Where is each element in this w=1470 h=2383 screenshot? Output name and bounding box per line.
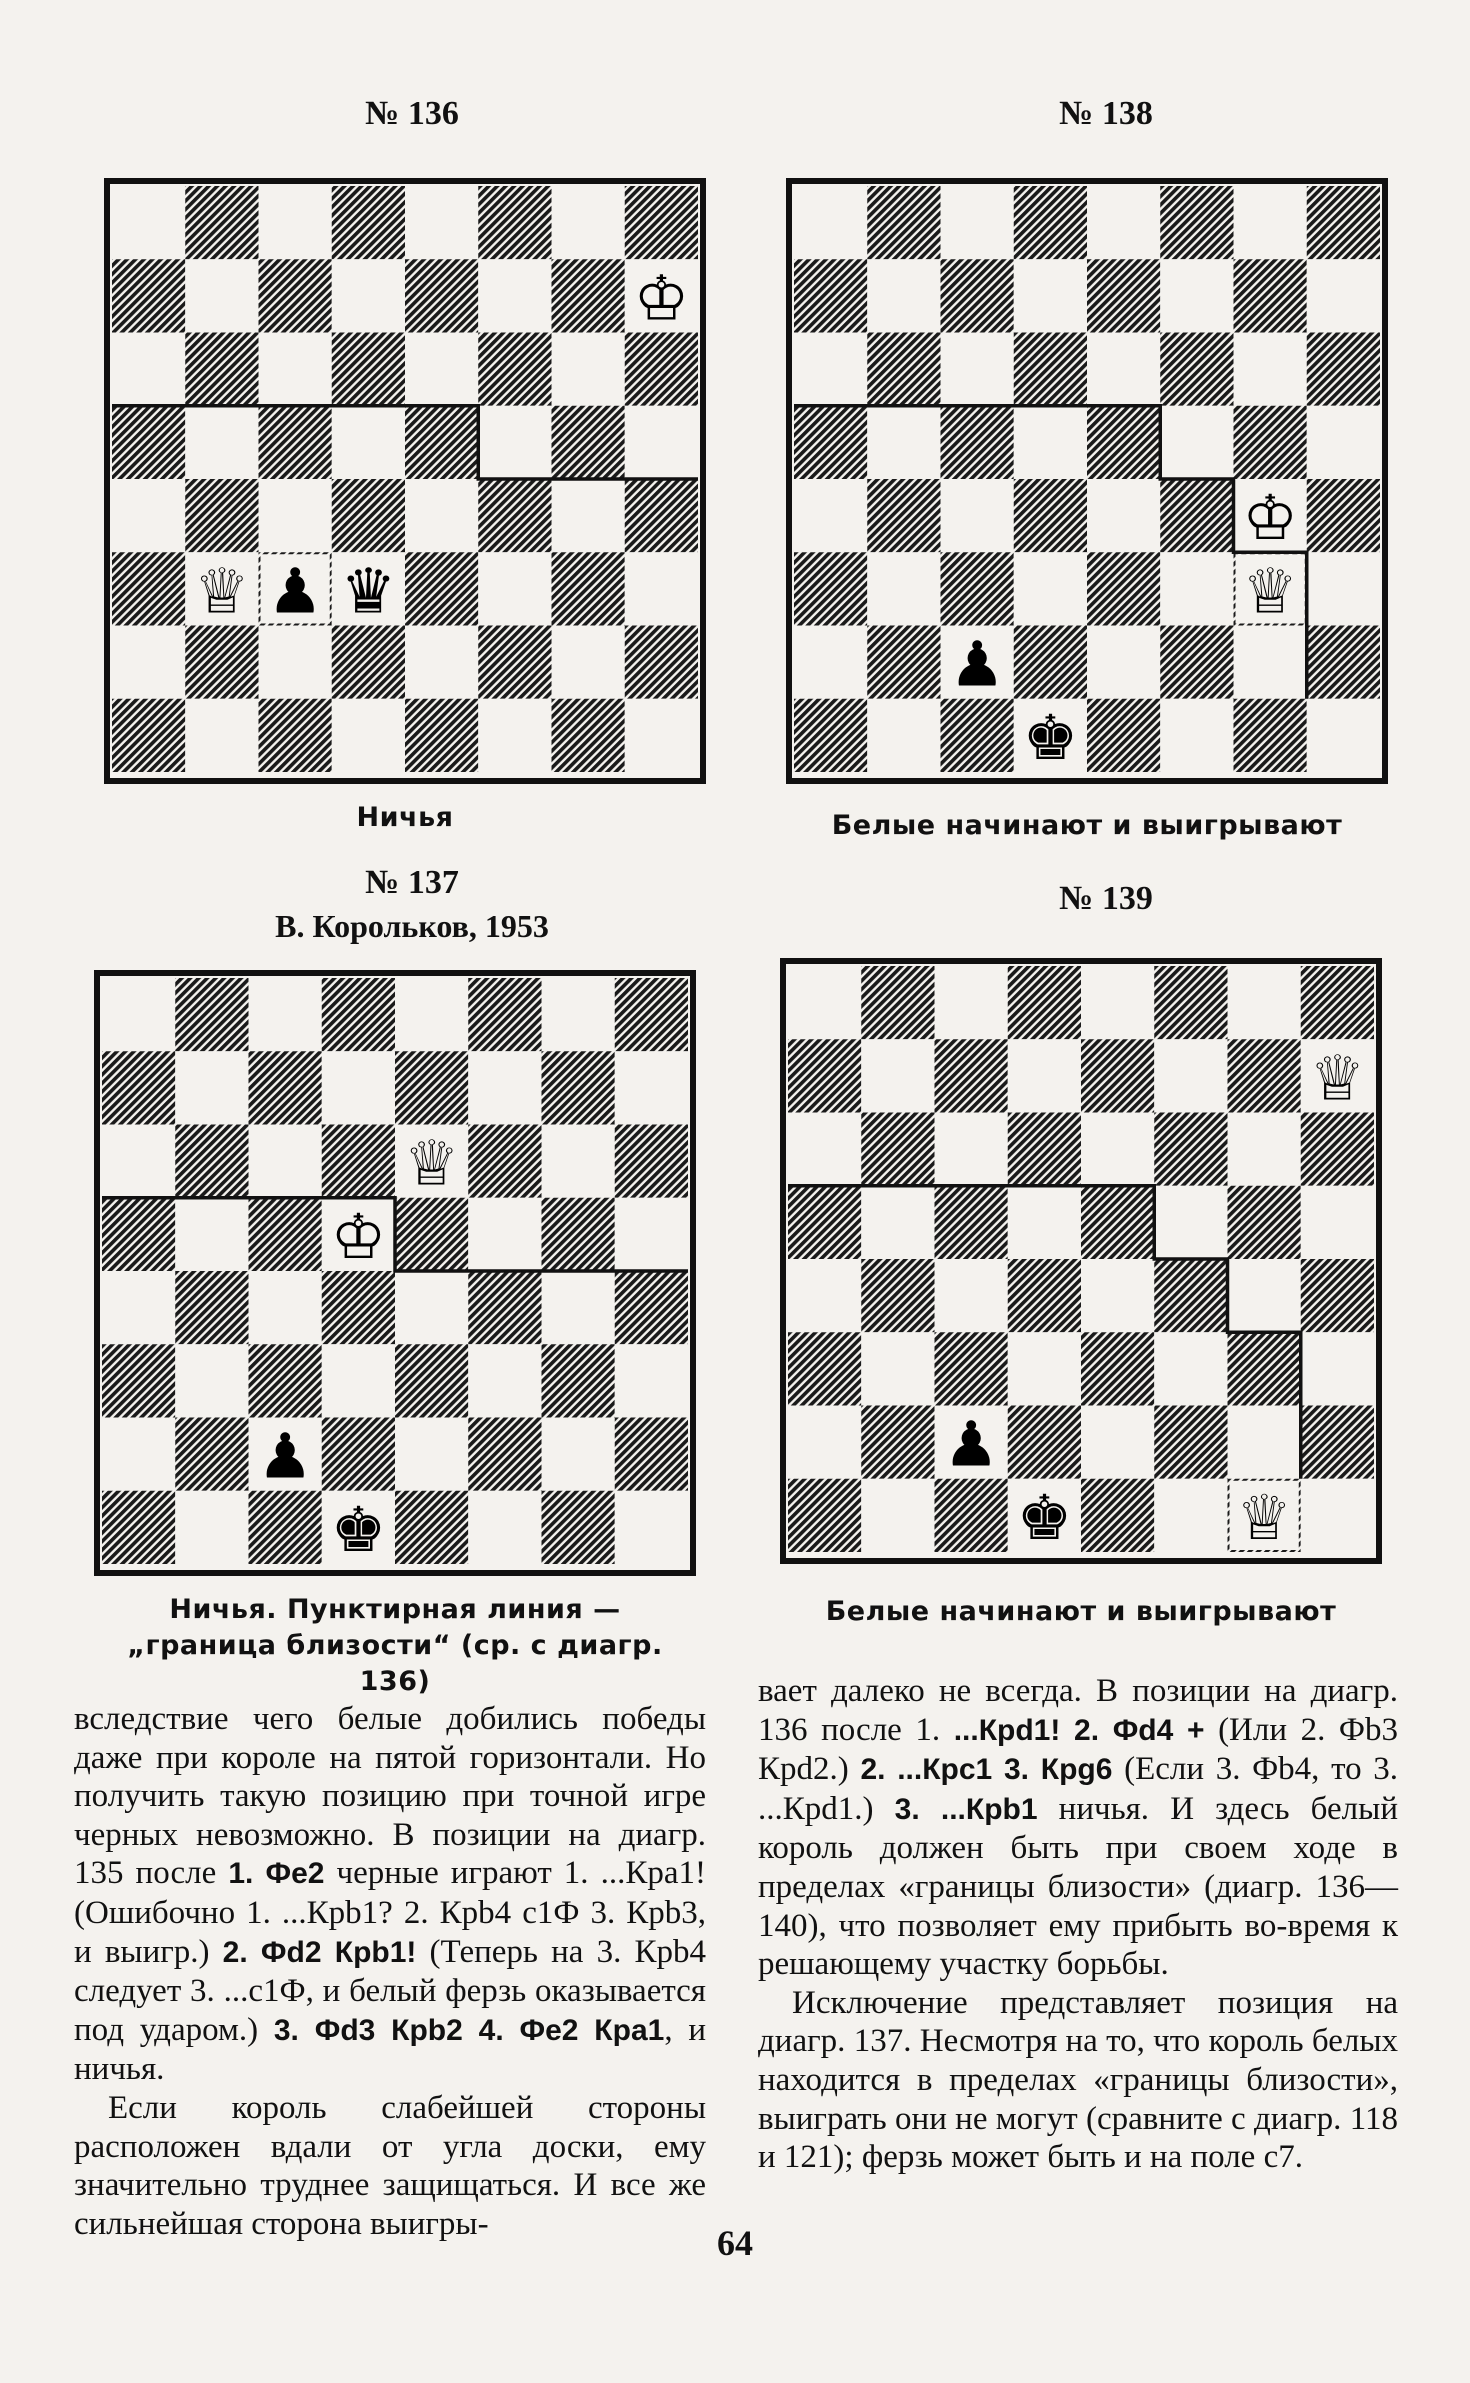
board-square: [478, 406, 551, 479]
board-square: [935, 1039, 1008, 1112]
board-square: [1087, 333, 1160, 406]
board-square: [615, 978, 688, 1051]
board-square: [935, 1479, 1008, 1552]
board-square: [1014, 186, 1087, 259]
board-square: [478, 479, 551, 552]
board-square: [102, 1491, 175, 1564]
board-square: [395, 1198, 468, 1271]
board-square: [259, 479, 332, 552]
board-square: [185, 479, 258, 552]
diagram-137-title: № 137: [365, 864, 459, 901]
board-square: [1087, 479, 1160, 552]
board-square: [185, 333, 258, 406]
board-square: [1301, 1479, 1374, 1552]
board-square: [468, 1051, 541, 1124]
board-square: [552, 259, 625, 332]
board-square: [941, 259, 1014, 332]
board-square: [405, 406, 478, 479]
board-square: [1008, 1406, 1081, 1479]
board-square: [941, 479, 1014, 552]
board-square: [1087, 699, 1160, 772]
board-square: [625, 626, 698, 699]
board-square: [322, 1125, 395, 1198]
board-square: [259, 699, 332, 772]
board-square: [788, 1406, 861, 1479]
diagram-139-title: № 139: [1059, 880, 1153, 917]
board-square: [1160, 186, 1233, 259]
right-text-a: вает далеко не всегда. В позиции на диагр. 136 после 1.: [758, 1673, 1398, 1748]
board-square: [1154, 1332, 1227, 1405]
board-square: [861, 1259, 934, 1332]
board-square: [1154, 966, 1227, 1039]
board-square: [542, 978, 615, 1051]
left-text-c: (Теперь на 3. Крb4 следует 3. ...c1Ф, и белый ферзь оказывается под ударом.): [74, 1933, 706, 2048]
board-square: [1307, 186, 1380, 259]
white-queen-icon: ♕: [1242, 554, 1298, 628]
board-square: [322, 1271, 395, 1344]
board-square: [552, 552, 625, 625]
board-square: [1014, 479, 1087, 552]
board-square: [867, 479, 940, 552]
white-queen-icon: ♕: [1309, 1041, 1366, 1115]
diagram-136-caption: Ничья: [356, 802, 454, 833]
board-square: [1301, 1113, 1374, 1186]
board-square: [1081, 1039, 1154, 1112]
left-text-b: черные играют 1. ...Крa1! (Ошибочно 1. ...Крb1? 2. Крb4 c1Ф 3. Крb3, и выигр.): [74, 1855, 706, 1970]
board-square: [1307, 406, 1380, 479]
board-square: [788, 1259, 861, 1332]
board-square: [405, 333, 478, 406]
board-square: [935, 1113, 1008, 1186]
board-square: [249, 1271, 322, 1344]
board-square: [542, 1344, 615, 1417]
black-pawn-icon: ♟: [267, 554, 323, 628]
board-square: [1081, 1113, 1154, 1186]
board-square: [1307, 699, 1380, 772]
board-square: [1008, 1039, 1081, 1112]
right-text-b: (Или 2. Фb3 Крd2.): [758, 1711, 1398, 1788]
board-square: [615, 1344, 688, 1417]
board-square: [867, 626, 940, 699]
board-square: [625, 186, 698, 259]
board-square: [941, 552, 1014, 625]
board-square: [794, 552, 867, 625]
board-square: [405, 186, 478, 259]
board-square: [1307, 259, 1380, 332]
right-paragraph-2: Исключение представляет позиция на диагр. 137. Несмотря на то, что король белых находится в пределах «границы близости», выиграть они не могут (сравните с диагр. 118 и 121); ферзь может быть и на поле c7.: [758, 1984, 1398, 2176]
board-square: [1087, 186, 1160, 259]
board-square: [395, 1491, 468, 1564]
board-square: [112, 186, 185, 259]
board-square: [395, 978, 468, 1051]
board-square: [405, 626, 478, 699]
board-square: [552, 699, 625, 772]
board-square: [1087, 406, 1160, 479]
board-square: [175, 1198, 248, 1271]
board-square: [1014, 552, 1087, 625]
board-square: [625, 552, 698, 625]
board-square: [552, 626, 625, 699]
board-square: [615, 1125, 688, 1198]
board-square: [1160, 699, 1233, 772]
board-square: [1307, 333, 1380, 406]
board-square: [185, 699, 258, 772]
board-square: [249, 1051, 322, 1124]
page-number: 64: [717, 2223, 753, 2263]
board-square: [1081, 1259, 1154, 1332]
board-square: [175, 1491, 248, 1564]
board-square: [615, 1051, 688, 1124]
board-square: [102, 1051, 175, 1124]
board-square: [1008, 1332, 1081, 1405]
black-king-icon: ♚: [330, 1492, 387, 1566]
board-square: [794, 259, 867, 332]
move-bold: ...Крd1! 2. Фd4 +: [953, 1713, 1205, 1747]
board-square: [941, 333, 1014, 406]
board-square: [1234, 259, 1307, 332]
board-square: [395, 1344, 468, 1417]
board-square: [322, 1051, 395, 1124]
board-square: [1301, 1406, 1374, 1479]
board-square: [112, 406, 185, 479]
white-king-icon: ♔: [330, 1199, 387, 1273]
board-square: [1234, 699, 1307, 772]
board-square: [788, 966, 861, 1039]
board-square: [405, 479, 478, 552]
move-bold: 2. ...Крc1 3. Крg6: [860, 1753, 1113, 1787]
white-queen-icon: ♕: [403, 1126, 460, 1200]
board-square: [1307, 552, 1380, 625]
board-square: [1234, 626, 1307, 699]
board-square: [1154, 1113, 1227, 1186]
board-square: [542, 1198, 615, 1271]
board-square: [542, 1418, 615, 1491]
board-square: [867, 406, 940, 479]
board-square: [1154, 1186, 1227, 1259]
board-square: [861, 1186, 934, 1259]
board-square: [322, 1418, 395, 1491]
board-square: [861, 1113, 934, 1186]
board-square: [1081, 1479, 1154, 1552]
board-square: [861, 1479, 934, 1552]
move-bold: 1. Фe2: [228, 1857, 325, 1891]
board-square: [185, 186, 258, 259]
board-square: [1160, 406, 1233, 479]
diagram-139-board: [776, 958, 1386, 1564]
board-square: [867, 552, 940, 625]
board-square: [542, 1271, 615, 1344]
diagram-137-board: [94, 970, 696, 1576]
right-text-c: (Если 3. Фb4, то 3. ...Крd1.): [758, 1751, 1399, 1827]
diagram-138-board: [786, 178, 1388, 784]
board-square: [332, 479, 405, 552]
board-square: [249, 978, 322, 1051]
board-square: [102, 1198, 175, 1271]
board-square: [615, 1491, 688, 1564]
board-square: [941, 699, 1014, 772]
board-square: [1154, 1406, 1227, 1479]
board-square: [478, 699, 551, 772]
board-square: [788, 1113, 861, 1186]
board-square: [249, 1125, 322, 1198]
left-text-d: , и ничья.: [74, 2011, 706, 2088]
board-square: [625, 333, 698, 406]
board-square: [788, 1186, 861, 1259]
black-pawn-icon: ♟: [943, 1407, 999, 1481]
diagram-139-caption: Белые начинают и выигрывают: [825, 1596, 1337, 1627]
board-square: [468, 1491, 541, 1564]
board-square: [788, 1479, 861, 1552]
board-square: [468, 1418, 541, 1491]
board-square: [935, 1186, 1008, 1259]
board-square: [405, 259, 478, 332]
white-queen-2-icon: ♕: [1236, 1480, 1292, 1554]
board-square: [935, 1259, 1008, 1332]
board-square: [1228, 1406, 1301, 1479]
board-square: [625, 479, 698, 552]
board-square: [332, 626, 405, 699]
diagram-137-caption: Ничья. Пунктирная линия — „граница близости“ (ср. с диагр. 136): [127, 1594, 663, 1697]
board-square: [1081, 1332, 1154, 1405]
board-square: [1014, 259, 1087, 332]
board-square: [468, 1198, 541, 1271]
board-square: [112, 699, 185, 772]
board-square: [185, 406, 258, 479]
board-square: [1234, 406, 1307, 479]
board-square: [175, 1051, 248, 1124]
board-square: [1014, 406, 1087, 479]
board-square: [332, 259, 405, 332]
move-bold: 3. ...Крb1: [894, 1792, 1038, 1826]
board-square: [1008, 1186, 1081, 1259]
board-square: [794, 699, 867, 772]
board-square: [615, 1271, 688, 1344]
board-square: [542, 1125, 615, 1198]
board-square: [1081, 1406, 1154, 1479]
board-square: [794, 333, 867, 406]
board-square: [478, 333, 551, 406]
board-square: [395, 1051, 468, 1124]
board-square: [861, 966, 934, 1039]
board-square: [478, 552, 551, 625]
board-square: [1081, 966, 1154, 1039]
board-square: [788, 1039, 861, 1112]
board-square: [468, 978, 541, 1051]
board-square: [1160, 333, 1233, 406]
board-square: [794, 406, 867, 479]
board-square: [102, 1125, 175, 1198]
body-text-left: [74, 1700, 706, 2243]
board-square: [935, 966, 1008, 1039]
board-square: [478, 259, 551, 332]
black-king-icon: ♚: [1016, 1480, 1073, 1554]
board-square: [259, 626, 332, 699]
board-square: [625, 406, 698, 479]
black-queen-icon: ♛: [340, 554, 397, 628]
board-square: [112, 479, 185, 552]
board-square: [102, 1271, 175, 1344]
board-square: [332, 699, 405, 772]
board-square: [249, 1198, 322, 1271]
board-square: [552, 479, 625, 552]
black-pawn-icon: ♟: [257, 1419, 313, 1493]
board-square: [625, 699, 698, 772]
diagram-138-caption: Белые начинают и выигрывают: [831, 810, 1343, 841]
board-square: [1301, 966, 1374, 1039]
board-square: [1228, 1332, 1301, 1405]
board-square: [861, 1332, 934, 1405]
board-square: [468, 1344, 541, 1417]
board-square: [175, 1271, 248, 1344]
board-square: [941, 406, 1014, 479]
board-square: [468, 1125, 541, 1198]
board-square: [1087, 626, 1160, 699]
board-square: [259, 333, 332, 406]
board-square: [861, 1406, 934, 1479]
board-square: [794, 479, 867, 552]
board-square: [1228, 1113, 1301, 1186]
board-square: [1008, 966, 1081, 1039]
right-paragraph-1: [758, 1672, 1398, 1984]
board-square: [405, 699, 478, 772]
board-square: [259, 186, 332, 259]
diagram-136-title: № 136: [365, 95, 459, 132]
board-square: [788, 1332, 861, 1405]
board-square: [259, 259, 332, 332]
board-square: [112, 333, 185, 406]
board-square: [102, 1344, 175, 1417]
body-text-right: [758, 1672, 1398, 2177]
board-square: [1160, 626, 1233, 699]
board-square: [1307, 626, 1380, 699]
diagram-137-author: В. Корольков, 1953: [275, 908, 549, 944]
white-king-icon: ♔: [1242, 481, 1298, 555]
board-square: [249, 1491, 322, 1564]
board-square: [1301, 1332, 1374, 1405]
diagram-138-title: № 138: [1059, 95, 1153, 132]
board-square: [941, 186, 1014, 259]
board-square: [468, 1271, 541, 1344]
board-square: [1307, 479, 1380, 552]
black-king-icon: ♚: [1022, 700, 1079, 774]
board-square: [185, 259, 258, 332]
board-square: [1234, 186, 1307, 259]
board-square: [552, 333, 625, 406]
board-square: [615, 1198, 688, 1271]
board-square: [1014, 626, 1087, 699]
board-square: [1228, 1039, 1301, 1112]
board-square: [322, 978, 395, 1051]
board-square: [395, 1271, 468, 1344]
left-paragraph-2: Если король слабейшей стороны расположен вдали от угла доски, ему значительно труднее защищаться. И все же сильнейшая сторона выигры-: [74, 2089, 706, 2242]
diagram-136-board: [104, 178, 706, 784]
board-square: [102, 1418, 175, 1491]
left-paragraph-1: [74, 1700, 706, 2089]
board-square: [332, 406, 405, 479]
board-square: [259, 406, 332, 479]
board-square: [1081, 1186, 1154, 1259]
board-square: [1160, 259, 1233, 332]
left-text-a: вследствие чего белые добились победы даже при короле на пятой горизонтали. Но получить такую позицию при точной игре черных невозможно. В позиции на диагр. 135 после: [74, 1701, 706, 1892]
board-square: [1087, 552, 1160, 625]
board-square: [1087, 259, 1160, 332]
board-square: [1228, 1259, 1301, 1332]
board-square: [867, 186, 940, 259]
board-square: [1228, 1186, 1301, 1259]
board-square: [1014, 333, 1087, 406]
board-square: [1008, 1113, 1081, 1186]
board-square: [867, 699, 940, 772]
board-square: [1160, 552, 1233, 625]
white-queen-icon: ♕: [194, 554, 250, 628]
board-square: [615, 1418, 688, 1491]
board-square: [175, 1418, 248, 1491]
board-square: [1154, 1259, 1227, 1332]
board-square: [542, 1491, 615, 1564]
board-square: [867, 333, 940, 406]
board-square: [332, 333, 405, 406]
board-square: [175, 1344, 248, 1417]
board-square: [552, 406, 625, 479]
board-square: [1008, 1259, 1081, 1332]
board-square: [249, 1344, 322, 1417]
board-square: [175, 978, 248, 1051]
board-square: [861, 1039, 934, 1112]
board-square: [1154, 1479, 1227, 1552]
board-square: [542, 1051, 615, 1124]
board-square: [175, 1125, 248, 1198]
board-square: [1160, 479, 1233, 552]
move-bold: 2. Фd2 Крb1!: [222, 1935, 417, 1969]
black-pawn-icon: ♟: [949, 627, 1005, 701]
board-square: [794, 186, 867, 259]
board-square: [112, 552, 185, 625]
board-square: [112, 626, 185, 699]
board-square: [1228, 966, 1301, 1039]
move-bold: 3. Фd3 Крb2 4. Фe2 Крa1: [273, 2013, 665, 2047]
board-square: [332, 186, 405, 259]
board-square: [478, 186, 551, 259]
board-square: [112, 259, 185, 332]
board-square: [1234, 333, 1307, 406]
board-square: [1154, 1039, 1227, 1112]
board-square: [405, 552, 478, 625]
right-text-d: ничья. И здесь белый король должен быть при своем ходе в пределах «границы близости» (диагр. 136—140), что позволяет ему прибыть во-время к решающему участку борьбы.: [758, 1790, 1398, 1983]
board-square: [185, 626, 258, 699]
board-square: [395, 1418, 468, 1491]
board-square: [935, 1332, 1008, 1405]
board-square: [794, 626, 867, 699]
white-king-icon: ♔: [633, 261, 690, 335]
board-square: [552, 186, 625, 259]
board-square: [1301, 1259, 1374, 1332]
board-square: [102, 978, 175, 1051]
board-square: [322, 1344, 395, 1417]
board-square: [867, 259, 940, 332]
board-square: [1301, 1186, 1374, 1259]
board-square: [478, 626, 551, 699]
